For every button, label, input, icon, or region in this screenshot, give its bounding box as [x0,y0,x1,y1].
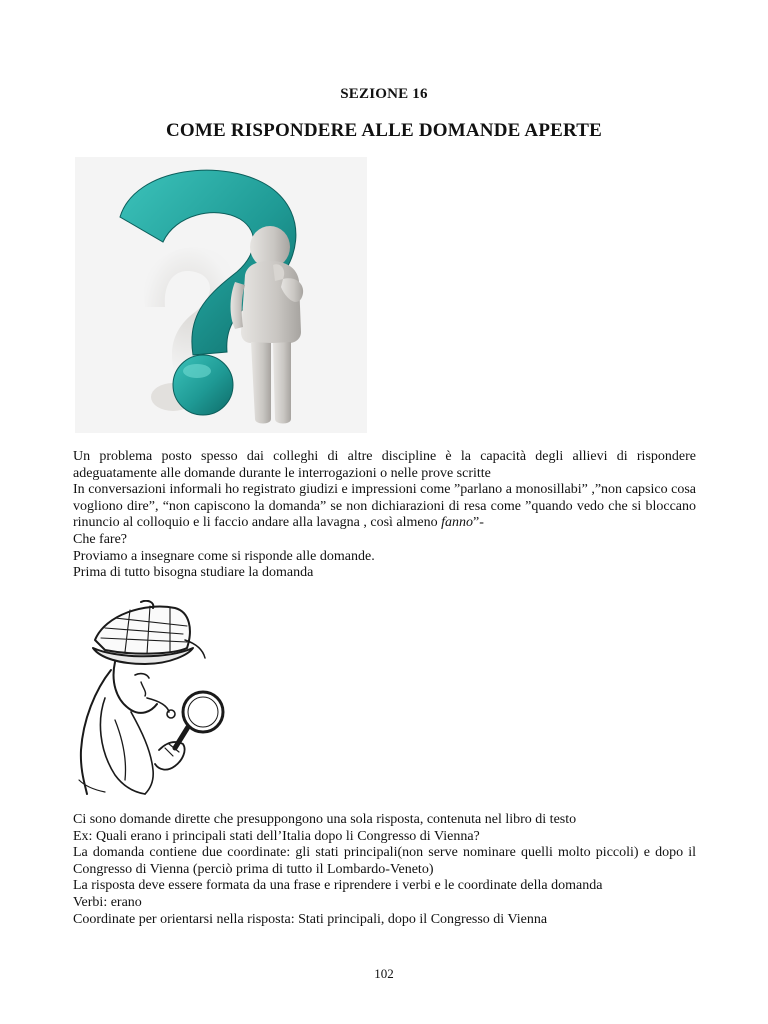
question-figure-image [75,157,367,433]
body-text [73,812,696,928]
proposal-line: Proviamo a insegnare come si risponde alle domande. [73,548,375,564]
intro-text [73,449,696,582]
quotes-end: ”- [473,515,484,531]
quotes-text: In conversazioni informali ho registrato giudizi e impressioni come ”parlano a monosillabi” ,”non capsico cosa vogliono dire”, “non capiscono la domanda” se non dichiarazioni di resa come ”quando vedo che si bloccano rinuncio al colloquio e li faccio andare alla lavagna , così almeno [73,482,696,531]
detective-magnifying-glass-illustration [75,600,235,796]
section-label: SEZIONE 16 [340,86,428,102]
question-mark-figure-illustration [75,157,367,433]
intro-paragraph-quotes [73,482,696,532]
coordinates-line: Coordinate per orientarsi nella risposta: Stati principali, dopo il Congresso di Vienna [73,911,548,927]
question-line: Che fare? [73,531,128,547]
verbs-line: Verbi: erano [73,894,142,910]
intro-paragraph: Un problema posto spesso dai colleghi di altre discipline è la capacità degli allievi di rispondere adeguatamente alle domande durante le interrogazioni o nelle prove scritte [73,449,696,481]
body-paragraph: Ci sono domande dirette che presuppongono una sola risposta, contenuta nel libro di testo [73,812,577,827]
study-line: Prima di tutto bisogna studiare la domanda [73,565,314,581]
page-title: COME RISPONDERE ALLE DOMANDE APERTE [166,120,602,141]
detective-figure-image [75,600,235,796]
page-number: 102 [374,966,394,981]
example-line: Ex: Quali erano i principali stati dell’Italia dopo li Congresso di Vienna? [73,828,480,844]
coordinates-paragraph: La domanda contiene due coordinate: gli stati principali(non serve nominare quelli molto piccoli) e dopo il Congresso di Vienna (perciò prima di tutto il Lombardo-Veneto) [73,845,696,877]
answer-line: La risposta deve essere formata da una frase e riprendere i verbi e le coordinate della domanda [73,878,603,894]
italic-word: fanno [441,515,474,531]
